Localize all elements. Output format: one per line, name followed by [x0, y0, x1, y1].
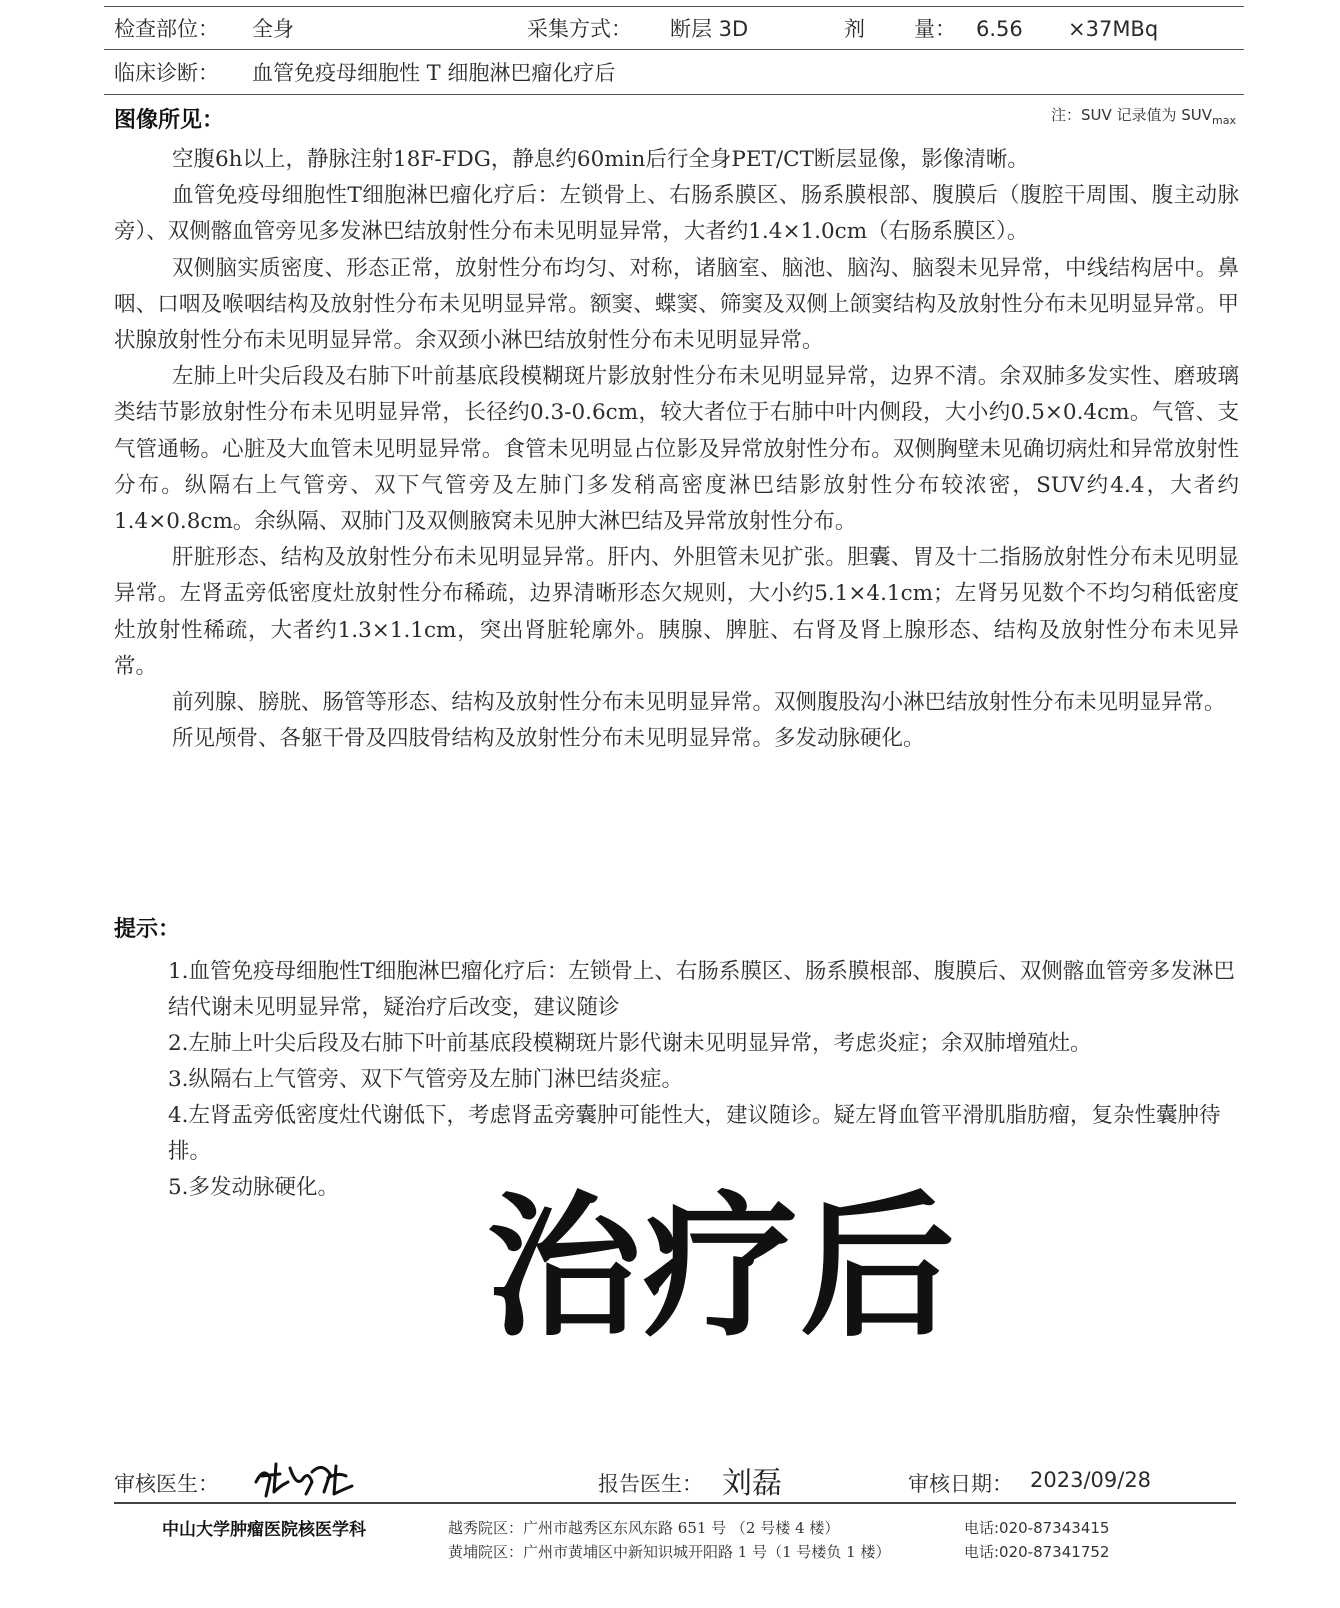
- header-divider: [104, 49, 1244, 50]
- reviewer-signature: [250, 1452, 360, 1506]
- institution-name: 中山大学肿瘤医院核医学科: [162, 1520, 366, 1540]
- campus-address-1: 越秀院区：广州市越秀区东风东路 651 号 （2 号楼 4 楼）: [448, 1519, 840, 1537]
- findings-paragraph: 所见颅骨、各躯干骨及四肢骨结构及放射性分布未见明显异常。多发动脉硬化。: [172, 726, 925, 752]
- acquisition-label: 采集方式：: [527, 17, 632, 41]
- tip-item: 2.左肺上叶尖后段及右肺下叶前基底段模糊斑片影代谢未见明显异常，考虑炎症；余双肺增殖灶。: [168, 1031, 1092, 1056]
- review-date-value: 2023/09/28: [1030, 1468, 1152, 1492]
- findings-paragraph: 肝脏形态、结构及放射性分布未见明显异常。肝内、外胆管未见扩张。胆囊、胃及十二指肠放射性分布未见明显异常。左肾盂旁低密度灶放射性分布稀疏，边界清晰形态欠规则，大小约5.1×4.1cm；左肾另见数个不均匀稍低密度灶放射性稀疏，大者约1.3×1.1cm，突出肾脏轮廓外。胰腺、脾脏、右肾及肾上腺形态、结构及放射性分布未见异常。: [114, 545, 1239, 679]
- tip-item: 4.左肾盂旁低密度灶代谢低下，考虑肾盂旁囊肿可能性大，建议随诊。疑左肾血管平滑肌脂肪瘤，复杂性囊肿待排。: [168, 1103, 1221, 1164]
- reviewer-label: 审核医生：: [114, 1472, 219, 1496]
- footer-rule: [114, 1502, 1236, 1504]
- findings-paragraph: 空腹6h以上，静脉注射18F-FDG，静息约60min后行全身PET/CT断层显像，影像清晰。: [172, 147, 1029, 172]
- tips-list: [168, 954, 1238, 1206]
- handwritten-signature: [250, 1452, 360, 1502]
- findings-paragraph: 双侧脑实质密度、形态正常，放射性分布均匀、对称，诸脑室、脑池、脑沟、脑裂未见异常，中线结构居中。鼻咽、口咽及喉咽结构及放射性分布未见明显异常。额窦、蝶窦、筛窦及双侧上颌窦结构及放射性分布未见明显异常。甲状腺放射性分布未见明显异常。余双颈小淋巴结放射性分布未见明显异常。: [114, 255, 1239, 354]
- reporter-label: 报告医生：: [598, 1472, 703, 1496]
- suv-note-text: 注：SUV 记录值为 SUV: [1050, 106, 1213, 124]
- overlay-text: 治疗后: [486, 1177, 957, 1358]
- header-bottom-rule: [104, 94, 1244, 95]
- dose-unit: ×37MBq: [1068, 17, 1159, 41]
- review-date-label: 审核日期：: [908, 1472, 1013, 1496]
- diagnosis-value: 血管免疫母细胞性 T 细胞淋巴瘤化疗后: [252, 61, 616, 85]
- findings-paragraph: 左肺上叶尖后段及右肺下叶前基底段模糊斑片影放射性分布未见明显异常，边界不清。余双肺多发实性、磨玻璃类结节影放射性分布未见明显异常，长径约0.3-0.6cm，较大者位于右肺中叶内侧段，大小约0.5×0.4cm。气管、支气管通畅。心脏及大血管未见明显异常。食管未见明显占位影及异常放射性分布。双侧胸壁未见确切病灶和异常放射性分布。纵隔右上气管旁、双下气管旁及左肺门多发稍高密度淋巴结影放射性分布较浓密，SUV约4.4，大者约1.4×0.8cm。余纵隔、双肺门及双侧腋窝未见肿大淋巴结及异常放射性分布。: [114, 364, 1239, 535]
- findings-paragraph: 血管免疫母细胞性T细胞淋巴瘤化疗后：左锁骨上、右肠系膜区、肠系膜根部、腹膜后（腹腔干周围、腹主动脉旁）、双侧髂血管旁见多发淋巴结放射性分布未见明显异常，大者约1.4×1.0cm（右肠系膜区）。: [114, 183, 1239, 245]
- campus-address-2: 黄埔院区：广州市黄埔区中新知识城开阳路 1 号（1 号楼负 1 楼）: [448, 1543, 891, 1561]
- findings-body: [114, 142, 1239, 757]
- campus-phone-2: 电话:020-87341752: [964, 1543, 1110, 1561]
- tip-item: 3.纵隔右上气管旁、双下气管旁及左肺门淋巴结炎症。: [168, 1067, 684, 1092]
- dose-value: 6.56: [976, 17, 1023, 41]
- acquisition-value: 断层 3D: [670, 17, 749, 41]
- exam-site-label: 检查部位：: [114, 17, 219, 41]
- reporter-name: 刘磊: [722, 1466, 782, 1501]
- suv-note-subscript: max: [1212, 114, 1236, 127]
- suv-note: [1051, 104, 1236, 127]
- dose-label-2: 量：: [914, 17, 956, 41]
- dose-label-1: 剂: [844, 17, 865, 41]
- exam-site-value: 全身: [252, 17, 294, 41]
- diagnosis-label: 临床诊断：: [114, 61, 219, 85]
- campus-phone-1: 电话:020-87343415: [964, 1519, 1110, 1537]
- tips-title: 提示：: [114, 916, 181, 942]
- tip-item: 1.血管免疫母细胞性T细胞淋巴瘤化疗后：左锁骨上、右肠系膜区、肠系膜根部、腹膜后、双侧髂血管旁多发淋巴结代谢未见明显异常，疑治疗后改变，建议随诊: [168, 959, 1235, 1020]
- findings-paragraph: 前列腺、膀胱、肠管等形态、结构及放射性分布未见明显异常。双侧腹股沟小淋巴结放射性分布未见明显异常。: [172, 690, 1226, 716]
- findings-title: 图像所见：: [114, 107, 225, 133]
- tip-item: 5.多发动脉硬化。: [168, 1175, 340, 1200]
- top-rule: [104, 6, 1244, 7]
